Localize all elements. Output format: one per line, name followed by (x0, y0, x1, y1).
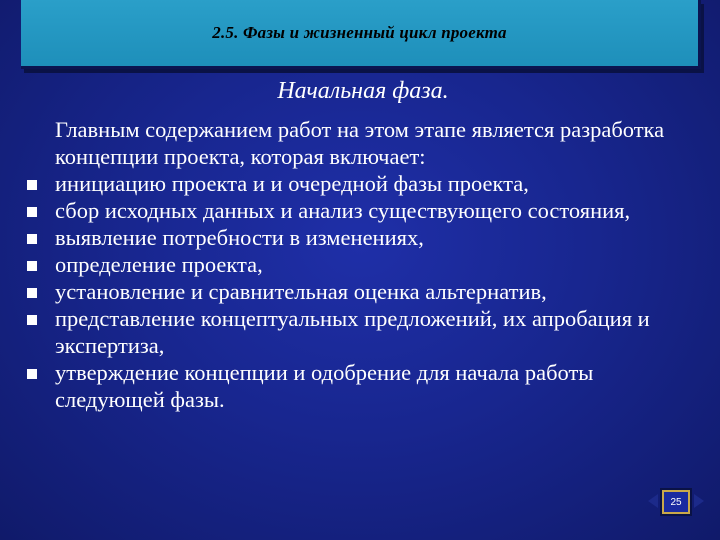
bullet-item (0, 305, 655, 359)
page-number-badge[interactable] (662, 490, 690, 514)
bullet-text: выявление потребности в изменениях, (55, 225, 424, 250)
bullet-item (0, 197, 655, 224)
next-arrow-icon[interactable] (694, 494, 704, 508)
square-bullet-icon (27, 234, 37, 244)
square-bullet-icon (27, 207, 37, 217)
bullet-text: представление концептуальных предложений, их апробация и экспертиза, (55, 306, 650, 358)
title-bar (21, 0, 701, 69)
square-bullet-icon (27, 261, 37, 271)
section-heading (0, 78, 720, 105)
bullet-list (0, 170, 720, 413)
bullet-text: установление и сравнительная оценка альтернатив, (55, 279, 547, 304)
bullet-item (0, 278, 655, 305)
square-bullet-icon (27, 369, 37, 379)
bullet-item (0, 170, 655, 197)
bullet-text: сбор исходных данных и анализ существующего состояния, (55, 198, 631, 223)
bullet-text: утверждение концепции и одобрение для начала работы следующей фазы. (55, 360, 594, 412)
bullet-text: инициацию проекта и и очередной фазы проекта, (55, 171, 529, 196)
bullet-item (0, 251, 655, 278)
bullet-text: определение проекта, (55, 252, 263, 277)
square-bullet-icon (27, 288, 37, 298)
bullet-item (0, 359, 655, 413)
square-bullet-icon (27, 315, 37, 325)
intro-paragraph: Главным содержанием работ на этом этапе является разработка концепции проекта, которая включает: (55, 117, 665, 169)
section-heading-text: Начальная фаза. (277, 78, 449, 104)
slide-title: 2.5. Фазы и жизненный цикл проекта (212, 23, 507, 42)
page-number: 25 (670, 496, 682, 508)
prev-arrow-icon[interactable] (648, 494, 658, 508)
square-bullet-icon (27, 180, 37, 190)
bullet-item (0, 224, 655, 251)
